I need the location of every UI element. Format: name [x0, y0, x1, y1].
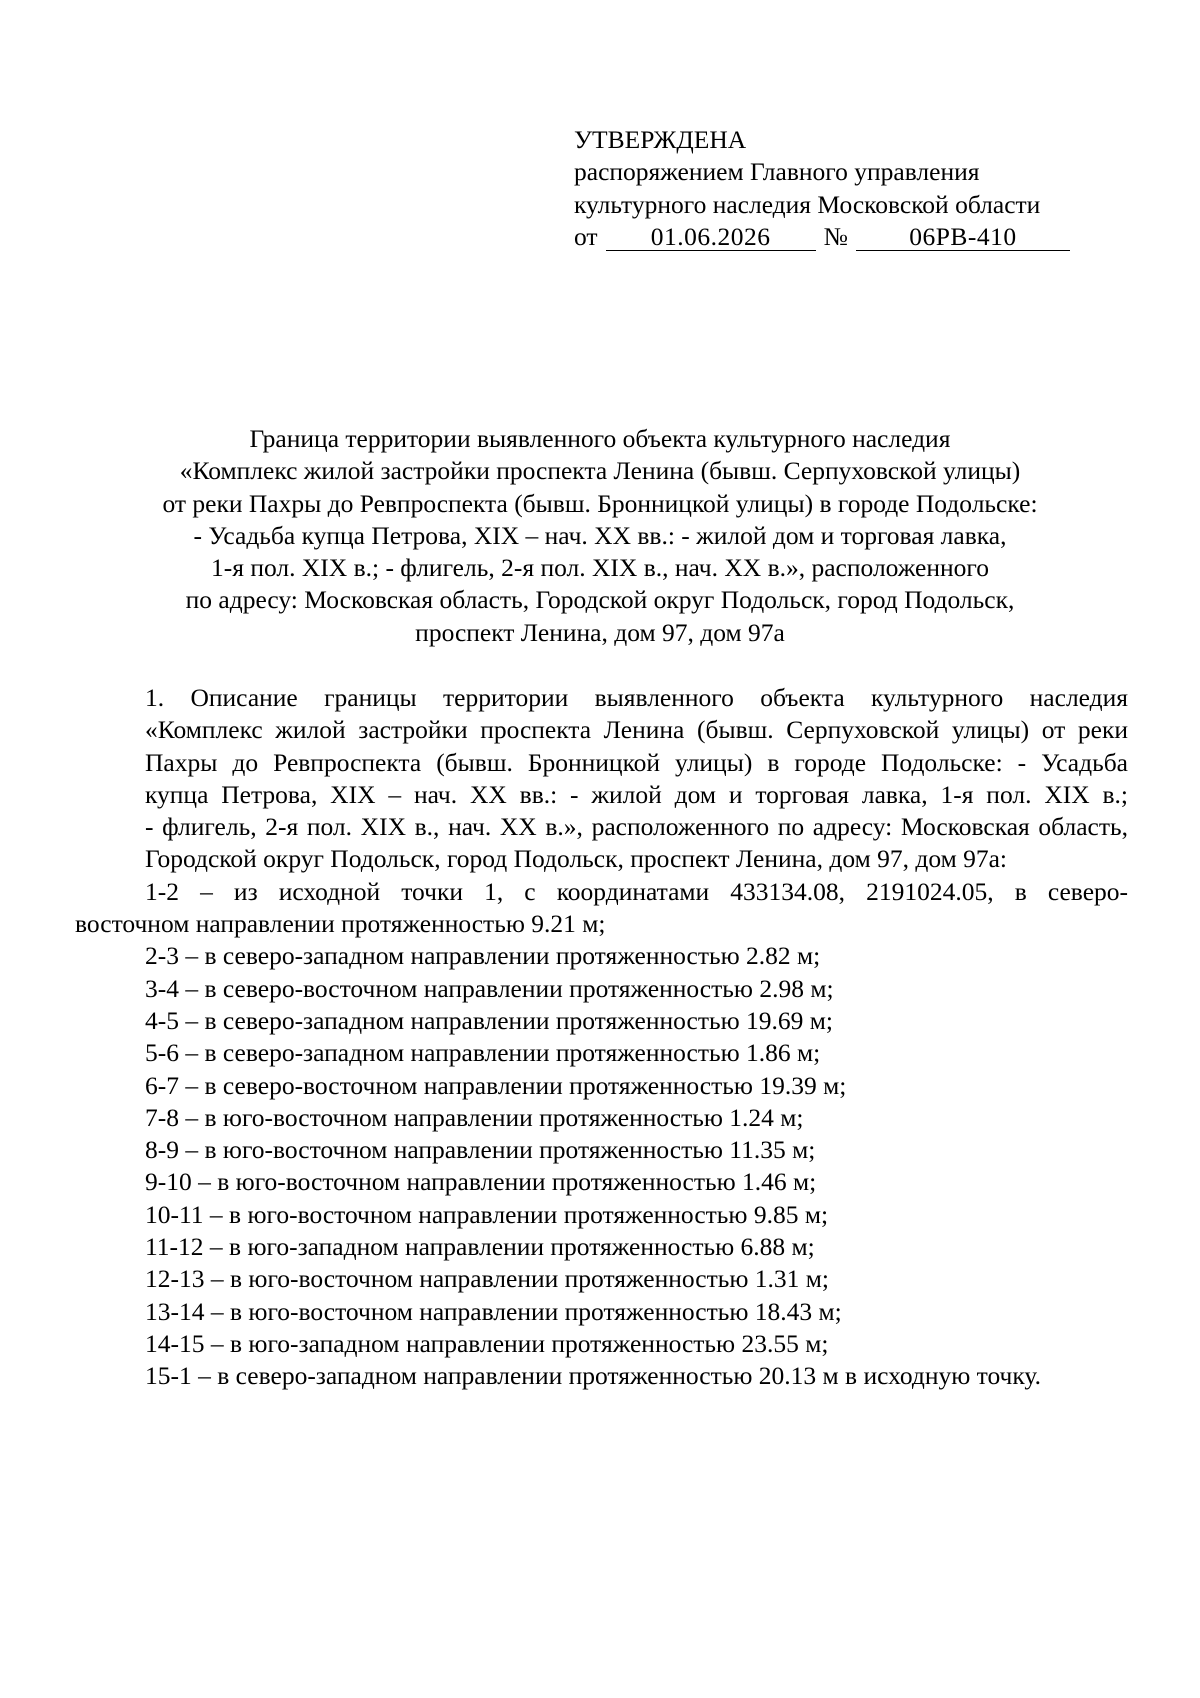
boundary-segment: 6-7 – в северо-восточном направлении протяженностью 19.39 м; — [145, 1070, 847, 1100]
paragraph-line: - флигель, 2-я пол. XIX в., нач. XX в.», расположенного по адресу: Московская область, — [145, 812, 1128, 842]
paragraph-line: Пахры до Ревпроспекта (бывш. Бронницкой улицы) в городе Подольске: - Усадьба — [145, 747, 1128, 777]
document-body — [75, 682, 1128, 1393]
boundary-segment-1-2 — [75, 876, 1128, 941]
segment-line: восточном направлении протяженностью 9.21 м; — [75, 909, 606, 939]
number-sign: № — [823, 221, 848, 251]
paragraph-line: Городской округ Подольск, город Подольск, проспект Ленина, дом 97, дом 97а: — [145, 844, 1007, 874]
title-line: Граница территории выявленного объекта культурного наследия — [249, 424, 951, 453]
paragraph-line: 1. Описание границы территории выявленного объекта культурного наследия — [145, 683, 1128, 712]
approval-stamp — [574, 124, 1134, 253]
title-line: 1-я пол. XIX в.; - флигель, 2-я пол. XIX в., нач. XX в.», расположенного — [210, 553, 989, 583]
document-title — [90, 423, 1110, 649]
paragraph-line: «Комплекс жилой застройки проспекта Ленина (бывш. Серпуховской улицы) от реки — [145, 715, 1128, 745]
approval-heading: УТВЕРЖДЕНА — [574, 125, 747, 154]
boundary-segment: 15-1 – в северо-западном направлении протяженностью 20.13 м в исходную точку. — [145, 1361, 1041, 1391]
title-line: «Комплекс жилой застройки проспекта Ленина (бывш. Серпуховской улицы) — [179, 456, 1021, 486]
approval-date-number-line — [574, 221, 1134, 253]
title-line: по адресу: Московская область, Городской округ Подольск, город Подольск, — [185, 585, 1015, 615]
boundary-segment: 4-5 – в северо-западном направлении протяженностью 19.69 м; — [145, 1005, 833, 1035]
approval-number: 06РВ-410 — [856, 224, 1070, 251]
approval-issuer-line-1: распоряжением Главного управления — [574, 157, 980, 187]
segment-line: 1-2 – из исходной точки 1, с координатами 433134.08, 2191024.05, в северо- — [145, 876, 1128, 906]
boundary-segment: 8-9 – в юго-восточном направлении протяженностью 11.35 м; — [145, 1135, 816, 1165]
boundary-segment: 3-4 – в северо-восточном направлении протяженностью 2.98 м; — [145, 973, 834, 1003]
boundary-segment: 14-15 – в юго-западном направлении протяженностью 23.55 м; — [145, 1328, 829, 1358]
date-prefix: от — [574, 221, 598, 251]
approval-issuer-line-2: культурного наследия Московской области — [574, 189, 1041, 219]
boundary-segment: 9-10 – в юго-восточном направлении протяженностью 1.46 м; — [145, 1167, 817, 1197]
boundary-segment: 11-12 – в юго-западном направлении протяженностью 6.88 м; — [145, 1232, 815, 1262]
boundary-segment: 5-6 – в северо-западном направлении протяженностью 1.86 м; — [145, 1038, 821, 1068]
boundary-segment-list — [75, 940, 1128, 1392]
approval-date: 01.06.2026 — [606, 224, 816, 251]
boundary-segment: 13-14 – в юго-восточном направлении протяженностью 18.43 м; — [145, 1296, 842, 1326]
boundary-segment: 7-8 – в юго-восточном направлении протяженностью 1.24 м; — [145, 1102, 804, 1132]
title-line: - Усадьба купца Петрова, XIX – нач. XX вв.: - жилой дом и торговая лавка, — [193, 520, 1007, 550]
boundary-description-paragraph — [75, 682, 1128, 876]
boundary-segment: 2-3 – в северо-западном направлении протяженностью 2.82 м; — [145, 941, 821, 971]
title-line: проспект Ленина, дом 97, дом 97а — [415, 617, 785, 647]
boundary-segment: 10-11 – в юго-восточном направлении протяженностью 9.85 м; — [145, 1199, 829, 1229]
boundary-segment: 12-13 – в юго-восточном направлении протяженностью 1.31 м; — [145, 1264, 830, 1294]
title-line: от реки Пахры до Ревпроспекта (бывш. Бронницкой улицы) в городе Подольске: — [162, 488, 1038, 518]
paragraph-line: купца Петрова, XIX – нач. XX вв.: - жилой дом и торговая лавка, 1-я пол. XIX в.; — [145, 779, 1128, 809]
